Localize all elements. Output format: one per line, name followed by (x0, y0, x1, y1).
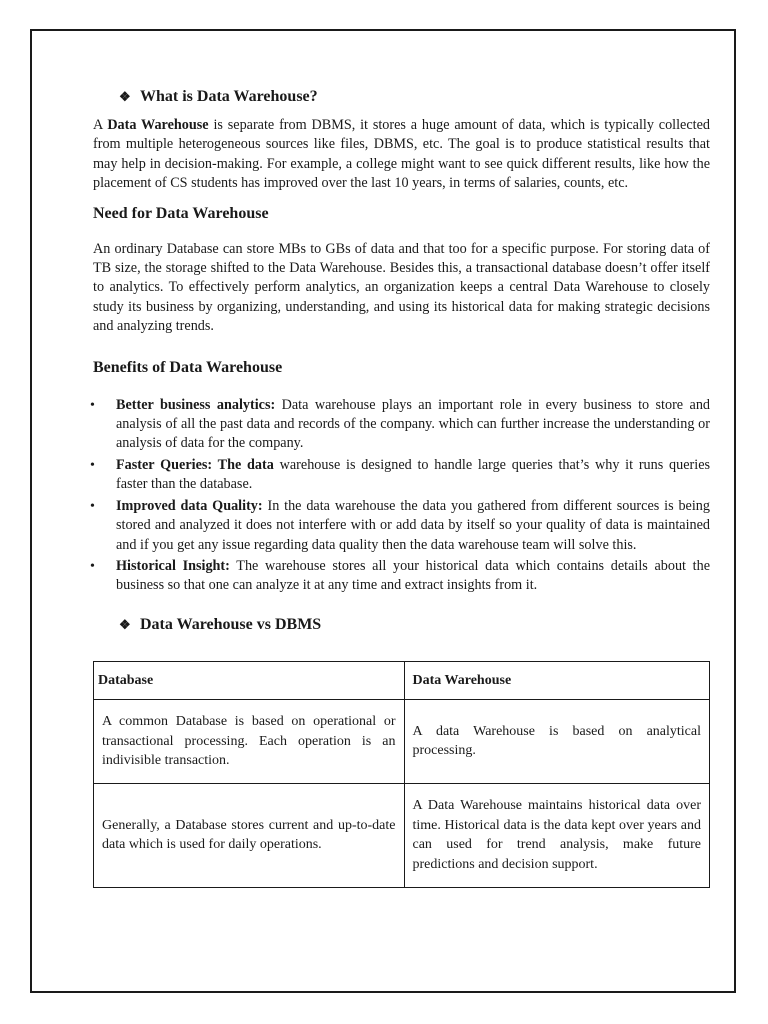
bullet-dot-icon: • (90, 498, 95, 514)
need-paragraph: An ordinary Database can store MBs to GBs of data and that too for a specific purpose. For storing data of TB size, the storage shifted to the Data Warehouse. Besides this, a transactional database doesn’t offer itself to analytics. To effectively perform analytics, an organization keeps a central Data Warehouse to closely study its business by organizing, understanding, and using its historical data for making strategic decisions and analyzing trends. (93, 240, 710, 335)
intro-paragraph (93, 116, 710, 194)
heading-data-warehouse-vs-dbms (119, 614, 710, 636)
document-body (90, 86, 711, 888)
benefits-list (90, 396, 711, 596)
heading-what-is-data-warehouse (119, 86, 710, 108)
column-header-data-warehouse: Data Warehouse (404, 661, 710, 699)
comparison-table (93, 661, 710, 888)
heading-text: What is Data Warehouse? (140, 88, 318, 105)
bullet-text: In the data warehouse the data you gathered from different sources is being stored and analyzed it does not interfere with or add data by itself so your quality of data is maintained and if you get any issue regarding data quality then the data warehouse team will solve this. (116, 497, 710, 553)
bullet-bold: Better business analytics: (116, 396, 276, 413)
bullet-dot-icon: • (90, 457, 95, 473)
list-item (90, 497, 710, 555)
table-header-row (94, 661, 710, 699)
bullet-text: warehouse is designed to handle large queries that’s why it runs queries faster than the database. (116, 456, 711, 493)
column-header-database: Database (94, 661, 405, 699)
para-lead: A (93, 117, 108, 133)
bullet-bold: Faster Queries: The data (116, 456, 274, 473)
heading-need-for-data-warehouse: Need for Data Warehouse (93, 204, 269, 222)
table-cell: Generally, a Database stores current and up-to-date data which is used for daily operations. (94, 783, 405, 887)
bullet-bold: Improved data Quality: (116, 497, 263, 514)
bullet-bold: Historical Insight: (116, 557, 230, 574)
table-cell: A common Database is based on operational or transactional processing. Each operation is an indivisible transaction. (94, 699, 405, 783)
diamond-bullet-icon: ❖ (119, 616, 131, 632)
para-bold-term: Data Warehouse (107, 117, 209, 133)
heading-text: Data Warehouse vs DBMS (140, 615, 322, 633)
list-item (90, 396, 711, 454)
table-cell: A Data Warehouse maintains historical data over time. Historical data is the data kept over years and can used for trend analysis, make future predictions and decision support. (404, 783, 710, 887)
table-row (94, 699, 710, 783)
diamond-bullet-icon: ❖ (119, 89, 131, 104)
list-item (90, 557, 710, 596)
table-row (94, 783, 710, 887)
table-cell: A data Warehouse is based on analytical processing. (404, 699, 710, 783)
list-item (90, 456, 711, 495)
bullet-dot-icon: • (90, 558, 95, 574)
para-rest: is separate from DBMS, it stores a huge amount of data, which is typically collected from multiple heterogeneous sources like files, DBMS, etc. The goal is to produce statistical results that may help in decision-making. For example, a college might want to see quick different results, like how the placement of CS students has improved over the last 10 years, in terms of salaries, counts, etc. (93, 117, 710, 192)
bullet-dot-icon: • (90, 397, 95, 413)
bullet-text: Data warehouse plays an important role in every business to store and analysis of all the past data and records of the company. which can further increase the understanding or analysis of data for the company. (116, 396, 711, 452)
bullet-text: The warehouse stores all your historical data which contains details about the business so that one can analyze it at any time and extract insights from it. (116, 557, 710, 594)
heading-benefits: Benefits of Data Warehouse (93, 358, 283, 376)
